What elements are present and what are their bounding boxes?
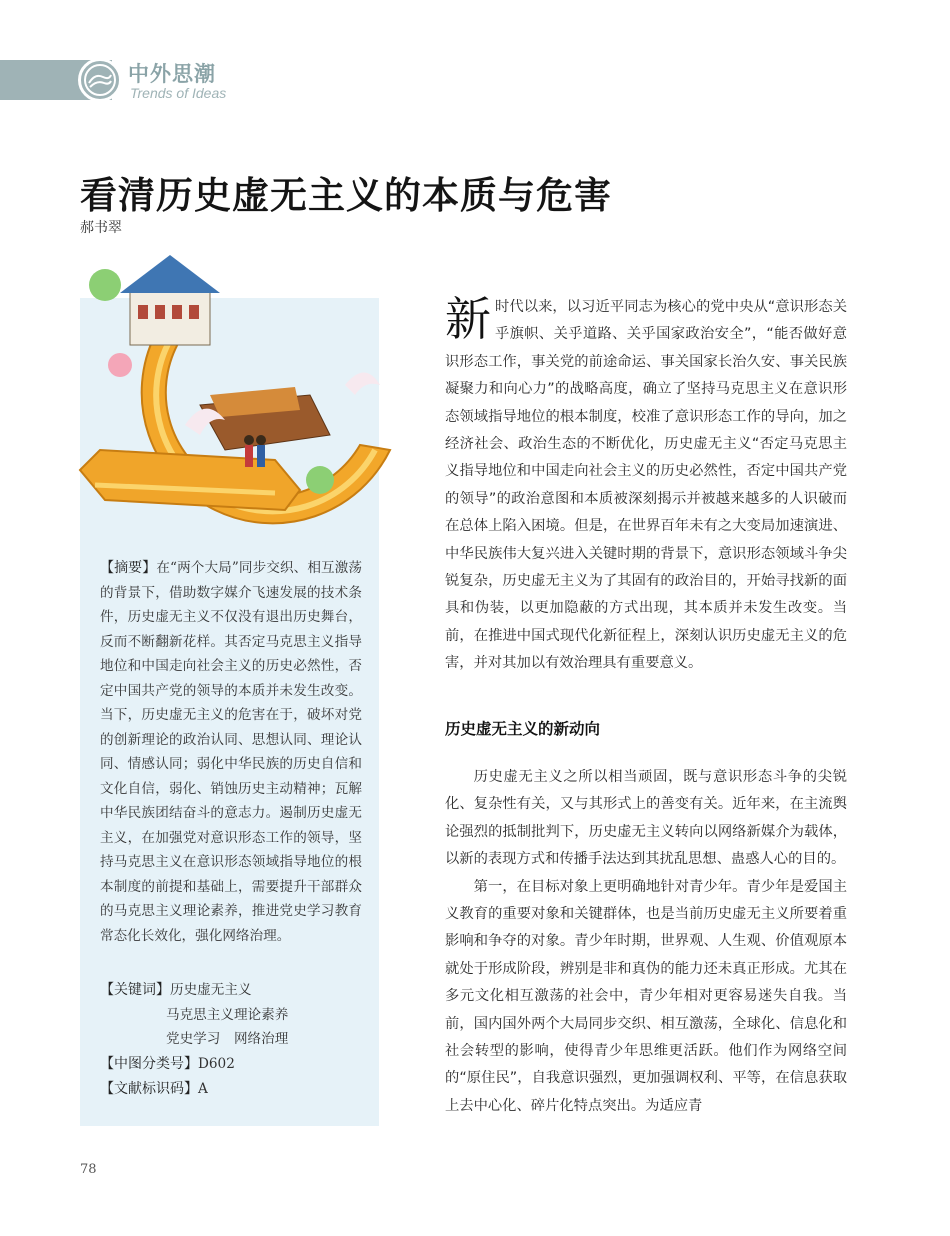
doc-code-block <box>100 1077 370 1102</box>
column-name-english: Trends of Ideas <box>130 85 227 101</box>
keyword: 党史学习 网络治理 <box>166 1031 289 1047</box>
paragraph: 历史虚无主义之所以相当顽固，既与意识形态斗争的尖锐化、复杂性有关，又与其形式上的善变有关。近年来，在主流舆论强烈的抵制批判下，历史虚无主义转向以网络新媒介为载体，以新的表现方式和传播手法达到其扰乱思想、蛊惑人心的目的。 <box>445 769 847 868</box>
doc-code-value: A <box>198 1081 208 1097</box>
keyword: 历史虚无主义 <box>170 982 252 998</box>
intro-paragraph <box>445 294 847 678</box>
column-logo-icon <box>78 58 122 102</box>
intro-text: 时代以来，以习近平同志为核心的党中央从“意识形态关乎旗帜、关乎道路、关乎国家政治安全”，“能否做好意识形态工作，事关党的前途命运、事关国家长治久安、事关民族凝聚力和向心力”的战略高度，确立了坚持马克思主义在意识形态领域指导地位的根本制度，校准了意识形态工作的导向，加之经济社会、政治生态的不断优化，历史虚无主义“否定马克思主义指导地位和中国走向社会主义的历史必然性，否定中国共产党的领导”的政治意图和本质被深刻揭示并被越来越多的人识破而在总体上陷入困境。但是，在世界百年未有之大变局加速演进、中华民族伟大复兴进入关键时期的背景下，意识形态领域斗争尖锐复杂，历史虚无主义为了其固有的政治目的，开始寻找新的面具和伪装，以更加隐蔽的方式出现，其本质并未发生改变。当前，在推进中国式现代化新征程上，深刻认识历史虚无主义的危害，并对其加以有效治理具有重要意义。 <box>445 299 847 672</box>
abstract-text <box>100 556 362 948</box>
page-number: 78 <box>80 1162 97 1177</box>
hammer-sickle-illustration-icon <box>60 245 400 545</box>
doc-code-label: 【文献标识码】 <box>100 1081 198 1097</box>
abstract-body: 在“两个大局”同步交织、相互激荡的背景下，借助数字媒介飞速发展的技术条件，历史虚无主义不仅没有退出历史舞台，反而不断翻新花样。其否定马克思主义指导地位和中国走向社会主义的历史必然性，否定中国共产党的领导的本质并未发生改变。当下，历史虚无主义的危害在于，破坏对党的创新理论的政治认同、思想认同、理论认同、情感认同；弱化中华民族的历史自信和文化自信，弱化、销蚀历史主动精神；瓦解中华民族团结奋斗的意志力。遏制历史虚无主义，在加强党对意识形态工作的领导，坚持马克思主义在意识形态领域指导地位的根本制度的前提和基础上，需要提升干部群众的马克思主义理论素养，推进党史学习教育常态化长效化，强化网络治理。 <box>100 560 362 944</box>
article-author: 郝书翠 <box>80 220 122 236</box>
section-heading: 历史虚无主义的新动向 <box>445 720 601 738</box>
article-title: 看清历史虚无主义的本质与危害 <box>80 174 612 217</box>
column-name: 中外思潮 <box>128 62 216 86</box>
clc-value: D602 <box>198 1056 235 1072</box>
keywords-label: 【关键词】 <box>100 982 170 998</box>
paragraph: 第一，在目标对象上更明确地针对青少年。青少年是爱国主义教育的重要对象和关键群体，也是当前历史虚无主义所要着重影响和争夺的对象。青少年时期，世界观、人生观、价值观原本就处于形成阶段，辨别是非和真伪的能力还未真正形成。尤其在多元文化相互激荡的社会中，青少年相对更容易迷失自我。当前，国内国外两个大局同步交织、相互激荡，全球化、信息化和社会转型的影响，使得青少年思维更活跃。他们作为网络空间的“原住民”，自我意识强烈，更加强调权利、平等，在信息获取上去中心化、碎片化特点突出。为适应青 <box>445 878 847 1114</box>
drop-cap: 新 <box>445 292 491 346</box>
keyword: 马克思主义理论素养 <box>166 1006 289 1023</box>
keywords-block <box>100 978 370 1052</box>
clc-label: 【中图分类号】 <box>100 1056 198 1072</box>
section-body <box>445 764 847 1120</box>
clc-block <box>100 1052 370 1077</box>
abstract-label: 【摘要】 <box>100 560 157 576</box>
